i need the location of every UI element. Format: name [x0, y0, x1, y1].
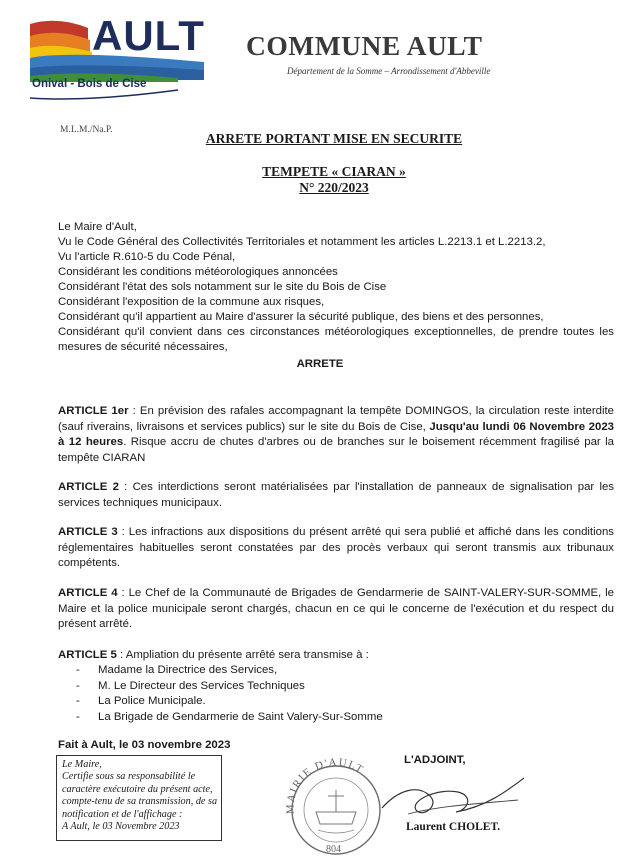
svg-text:MAIRIE D'AULT: MAIRIE D'AULT: [284, 756, 367, 815]
recipient-item: - La Police Municipale.: [76, 694, 383, 710]
certification-line: A Ault, le 03 Novembre 2023: [62, 821, 180, 833]
article-4: [58, 586, 614, 633]
preamble-line: Considérant les conditions météorologiques annoncées: [58, 266, 338, 278]
adjoint-title: L'ADJOINT,: [404, 754, 466, 766]
preamble-line: Le Maire d'Ault,: [58, 221, 137, 233]
preamble-line: Vu le Code Général des Collectivités Territoriales et notamment les articles L.2213.1 et L.2213.2,: [58, 236, 546, 248]
article-5: [58, 648, 614, 664]
article-deadline: Jusqu'au lundi 06 Novembre 2023 à 12 heures: [58, 420, 615, 448]
certification-line: notification et de l'affichage :: [62, 808, 183, 820]
article-3: [58, 525, 614, 572]
recipient-item: - Madame la Directrice des Services,: [76, 663, 383, 679]
logo-subtitle: Onival - Bois de Cise: [32, 78, 147, 90]
storm-title: TEMPETE « CIARAN »: [262, 164, 406, 179]
article-text: : Ces interdictions seront matérialisées par l'installation de panneaux de signalisation par les services techniques municipaux.: [58, 481, 615, 509]
certification-line: caractère exécutoire du présent acte,: [62, 783, 213, 795]
article-text: : En prévision des rafales accompagnant la tempête DOMINGOS, la circulation reste interdite (sauf riverains, livraisons et services publics) sur le site du Bois de Cise,: [58, 405, 615, 433]
article-text: : Ampliation du présente arrêté sera transmise à :: [116, 649, 369, 661]
article-label: ARTICLE 2: [58, 481, 119, 493]
certification-line: Certifie sous sa responsabilité le: [62, 771, 196, 783]
commune-heading: COMMUNE AULT: [246, 30, 483, 61]
recipient-item: - M. Le Directeur des Services Techniques: [76, 679, 383, 695]
article-1: [58, 404, 614, 466]
preamble: [58, 220, 614, 355]
mayor-certification-box: [56, 755, 222, 841]
recipient-item: - La Brigade de Gendarmerie de Saint Valery-Sur-Somme: [76, 710, 383, 726]
arrete-heading: ARRETE: [296, 358, 344, 370]
certification-line: compte-tenu de sa transmission, de sa: [62, 796, 218, 808]
document-reference: M.L.M./Na.P.: [60, 125, 113, 135]
preamble-line: Considérant qu'il convient dans ces circonstances météorologiques exceptionnelles, de prendre toutes les mesures de sécurité nécessaires,: [58, 326, 614, 353]
article-label: ARTICLE 5: [58, 649, 117, 661]
arrete-number: N° 220/2023: [299, 180, 369, 195]
article-2: [58, 480, 614, 511]
document-title: ARRETE PORTANT MISE EN SECURITE: [205, 131, 463, 146]
article-label: ARTICLE 4: [58, 587, 118, 599]
article-text: : Le Chef de la Communauté de Brigades de Gendarmerie de SAINT-VALERY-SUR-SOMME, le Maire et la police municipale seront chargés, chacun en ce qui le concerne de l'exécution et du respect du présent arrêté.: [58, 587, 614, 630]
preamble-line: Considérant l'exposition de la commune aux risques,: [58, 296, 325, 308]
logo-wordmark: AULT: [92, 12, 205, 59]
svg-text:804: 804: [326, 844, 341, 855]
article-text: . Risque accru de chutes d'arbres ou de branches sur le boisement récemment fragilisé par la tempête CIARAN: [58, 436, 614, 464]
recipient-list: [76, 663, 383, 725]
certification-line: Le Maire,: [62, 759, 102, 770]
preamble-line: Vu l'article R.610-5 du Code Pénal,: [58, 251, 236, 263]
article-label: ARTICLE 1er: [58, 405, 129, 417]
preamble-line: Considérant qu'il appartient au Maire d'assurer la sécurité publique, des biens et des personnes,: [58, 311, 544, 323]
signed-at-date: Fait à Ault, le 03 novembre 2023: [58, 739, 231, 751]
preamble-line: Considérant l'état des sols notamment sur le site du Bois de Cise: [58, 281, 387, 293]
signer-name: Laurent CHOLET.: [406, 821, 501, 833]
department-line: Département de la Somme – Arrondissement d'Abbeville: [287, 66, 491, 76]
article-text: : Les infractions aux dispositions du présent arrêté qui sera publié et affiché dans les conditions réglementaires habituelles seront constatées par des procès verbaux qui seront transmis aux tribunaux compétents.: [58, 526, 614, 569]
article-label: ARTICLE 3: [58, 526, 118, 538]
